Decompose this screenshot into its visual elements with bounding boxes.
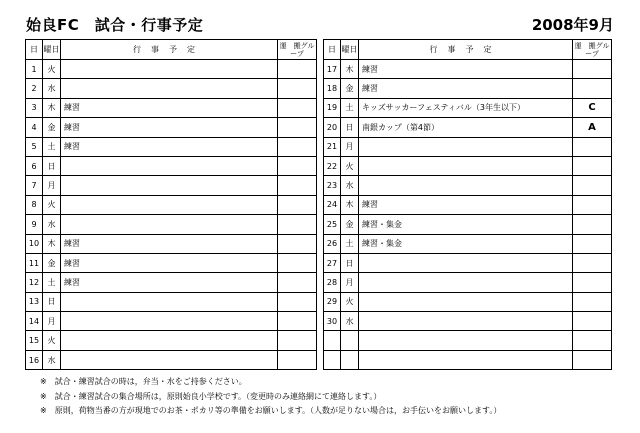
group-cell xyxy=(573,350,612,369)
table-row xyxy=(324,195,612,214)
day-cell: 24 xyxy=(324,195,341,214)
day-cell: 3 xyxy=(26,98,43,117)
group-cell xyxy=(278,292,317,311)
event-cell: 練習 xyxy=(359,79,573,98)
group-cell xyxy=(278,176,317,195)
event-cell xyxy=(61,312,278,331)
day-cell: 8 xyxy=(26,195,43,214)
table-row xyxy=(26,292,317,311)
weekday-cell: 土 xyxy=(341,98,359,117)
table-row xyxy=(26,215,317,234)
table-row xyxy=(26,253,317,272)
weekday-cell xyxy=(341,350,359,369)
table-row xyxy=(324,176,612,195)
event-cell: 南銀カップ（第4節） xyxy=(359,118,573,137)
note-line: ※ 試合・練習試合の集合場所は，原則始良小学校です。（変更時のみ連絡網にて連絡します。） xyxy=(40,391,382,401)
day-cell: 30 xyxy=(324,312,341,331)
table-header xyxy=(324,40,612,60)
table-row xyxy=(26,79,317,98)
event-cell: 練習 xyxy=(61,253,278,272)
table-row xyxy=(26,273,317,292)
day-cell: 26 xyxy=(324,234,341,253)
group-cell xyxy=(573,60,612,79)
event-cell xyxy=(359,312,573,331)
group-cell xyxy=(573,312,612,331)
event-cell xyxy=(61,79,278,98)
group-cell xyxy=(573,137,612,156)
weekday-cell: 土 xyxy=(341,234,359,253)
event-cell xyxy=(61,350,278,369)
group-cell xyxy=(573,331,612,350)
weekday-cell: 水 xyxy=(43,215,61,234)
day-cell: 1 xyxy=(26,60,43,79)
weekday-cell xyxy=(341,331,359,350)
event-cell: 練習 xyxy=(61,98,278,117)
weekday-cell: 金 xyxy=(341,79,359,98)
table-row xyxy=(26,312,317,331)
schedule-table-left xyxy=(25,39,317,370)
event-cell xyxy=(359,331,573,350)
month-label: 2008年9月 xyxy=(531,16,614,34)
day-cell: 12 xyxy=(26,273,43,292)
table-row xyxy=(26,137,317,156)
table-row xyxy=(26,156,317,175)
weekday-cell: 月 xyxy=(43,312,61,331)
day-cell: 23 xyxy=(324,176,341,195)
day-cell: 27 xyxy=(324,253,341,272)
weekday-cell: 日 xyxy=(341,253,359,272)
group-cell xyxy=(278,273,317,292)
header-day: 日 xyxy=(26,40,43,60)
day-cell: 17 xyxy=(324,60,341,79)
event-cell xyxy=(61,215,278,234)
event-cell xyxy=(61,156,278,175)
weekday-cell: 火 xyxy=(43,60,61,79)
event-cell xyxy=(359,273,573,292)
event-cell xyxy=(359,137,573,156)
day-cell xyxy=(324,331,341,350)
weekday-cell: 木 xyxy=(43,98,61,117)
weekday-cell: 火 xyxy=(43,195,61,214)
day-cell: 21 xyxy=(324,137,341,156)
event-cell: 練習 xyxy=(61,137,278,156)
header-event: 行事予定 xyxy=(359,40,573,60)
day-cell: 25 xyxy=(324,215,341,234)
weekday-cell: 水 xyxy=(43,79,61,98)
group-cell xyxy=(573,292,612,311)
group-cell xyxy=(278,253,317,272)
group-cell xyxy=(573,215,612,234)
table-row xyxy=(324,331,612,350)
event-cell: 練習 xyxy=(359,60,573,79)
event-cell: 練習 xyxy=(61,118,278,137)
group-cell xyxy=(573,273,612,292)
weekday-cell: 火 xyxy=(43,331,61,350)
weekday-cell: 火 xyxy=(341,292,359,311)
day-cell: 19 xyxy=(324,98,341,117)
table-row xyxy=(26,118,317,137)
table-row xyxy=(26,60,317,79)
page-title: 始良FC 試合・行事予定 xyxy=(26,16,204,34)
group-cell xyxy=(573,195,612,214)
table-row xyxy=(324,98,612,117)
table-row xyxy=(324,292,612,311)
table-row xyxy=(324,350,612,369)
table-row xyxy=(324,79,612,98)
header-weekday: 曜日 xyxy=(43,40,61,60)
group-cell xyxy=(278,137,317,156)
day-cell: 2 xyxy=(26,79,43,98)
event-cell xyxy=(61,60,278,79)
group-cell: A xyxy=(573,118,612,137)
weekday-cell: 金 xyxy=(341,215,359,234)
event-cell xyxy=(359,156,573,175)
group-cell xyxy=(573,234,612,253)
weekday-cell: 月 xyxy=(341,137,359,156)
weekday-cell: 木 xyxy=(43,234,61,253)
header-weekday: 曜日 xyxy=(341,40,359,60)
weekday-cell: 土 xyxy=(43,273,61,292)
day-cell: 28 xyxy=(324,273,341,292)
group-cell xyxy=(278,98,317,117)
day-cell: 11 xyxy=(26,253,43,272)
day-cell: 14 xyxy=(26,312,43,331)
weekday-cell: 火 xyxy=(341,156,359,175)
table-row xyxy=(26,195,317,214)
header-event: 行事予定 xyxy=(61,40,278,60)
group-cell xyxy=(278,79,317,98)
weekday-cell: 水 xyxy=(341,312,359,331)
group-cell: C xyxy=(573,98,612,117)
day-cell: 18 xyxy=(324,79,341,98)
header-day: 日 xyxy=(324,40,341,60)
day-cell: 20 xyxy=(324,118,341,137)
group-cell xyxy=(278,234,317,253)
weekday-cell: 木 xyxy=(341,195,359,214)
event-cell xyxy=(359,350,573,369)
table-row xyxy=(324,118,612,137)
notes xyxy=(40,375,501,419)
day-cell: 7 xyxy=(26,176,43,195)
group-cell xyxy=(573,79,612,98)
weekday-cell: 日 xyxy=(43,292,61,311)
table-row xyxy=(324,60,612,79)
day-cell xyxy=(324,350,341,369)
group-cell xyxy=(278,118,317,137)
weekday-cell: 水 xyxy=(341,176,359,195)
table-row xyxy=(324,156,612,175)
day-cell: 10 xyxy=(26,234,43,253)
day-cell: 15 xyxy=(26,331,43,350)
table-row xyxy=(26,98,317,117)
weekday-cell: 水 xyxy=(43,350,61,369)
table-row xyxy=(324,137,612,156)
weekday-cell: 日 xyxy=(341,118,359,137)
weekday-cell: 木 xyxy=(341,60,359,79)
table-row xyxy=(324,312,612,331)
header-group: 運 搬グループ xyxy=(278,40,317,60)
group-cell xyxy=(573,176,612,195)
note-line: ※ 原則，荷物当番の方が現地でのお茶・ポカリ等の準備をお願いします。（人数が足りない場合は，お手伝いをお願いします。） xyxy=(40,406,502,415)
table-row xyxy=(324,215,612,234)
table-row xyxy=(324,253,612,272)
day-cell: 16 xyxy=(26,350,43,369)
weekday-cell: 金 xyxy=(43,118,61,137)
day-cell: 5 xyxy=(26,137,43,156)
weekday-cell: 土 xyxy=(43,137,61,156)
weekday-cell: 月 xyxy=(43,176,61,195)
weekday-cell: 月 xyxy=(341,273,359,292)
event-cell: 練習・集金 xyxy=(359,234,573,253)
event-cell xyxy=(61,331,278,350)
note-line: ※ 試合・練習試合の時は，弁当・水をご持参ください。 xyxy=(40,377,247,386)
event-cell xyxy=(61,292,278,311)
event-cell xyxy=(359,176,573,195)
weekday-cell: 日 xyxy=(43,156,61,175)
day-cell: 22 xyxy=(324,156,341,175)
table-row xyxy=(26,176,317,195)
event-cell xyxy=(359,253,573,272)
table-row xyxy=(26,331,317,350)
day-cell: 13 xyxy=(26,292,43,311)
event-cell: 練習 xyxy=(61,273,278,292)
event-cell xyxy=(359,292,573,311)
event-cell: 練習 xyxy=(359,195,573,214)
group-cell xyxy=(573,156,612,175)
table-row xyxy=(324,234,612,253)
weekday-cell: 金 xyxy=(43,253,61,272)
event-cell: 練習・集金 xyxy=(359,215,573,234)
event-cell xyxy=(61,176,278,195)
table-row xyxy=(26,350,317,369)
header-group: 運 搬グループ xyxy=(573,40,612,60)
day-cell: 6 xyxy=(26,156,43,175)
day-cell: 9 xyxy=(26,215,43,234)
event-cell: キッズサッカーフェスティバル（3年生以下） xyxy=(359,98,573,117)
event-cell xyxy=(61,195,278,214)
table-row xyxy=(26,234,317,253)
group-cell xyxy=(278,215,317,234)
day-cell: 4 xyxy=(26,118,43,137)
event-cell: 練習 xyxy=(61,234,278,253)
group-cell xyxy=(278,350,317,369)
group-cell xyxy=(278,195,317,214)
table-row xyxy=(324,273,612,292)
group-cell xyxy=(278,60,317,79)
group-cell xyxy=(278,156,317,175)
group-cell xyxy=(573,253,612,272)
schedule-table-right xyxy=(323,39,612,370)
group-cell xyxy=(278,331,317,350)
day-cell: 29 xyxy=(324,292,341,311)
table-header xyxy=(26,40,317,60)
group-cell xyxy=(278,312,317,331)
